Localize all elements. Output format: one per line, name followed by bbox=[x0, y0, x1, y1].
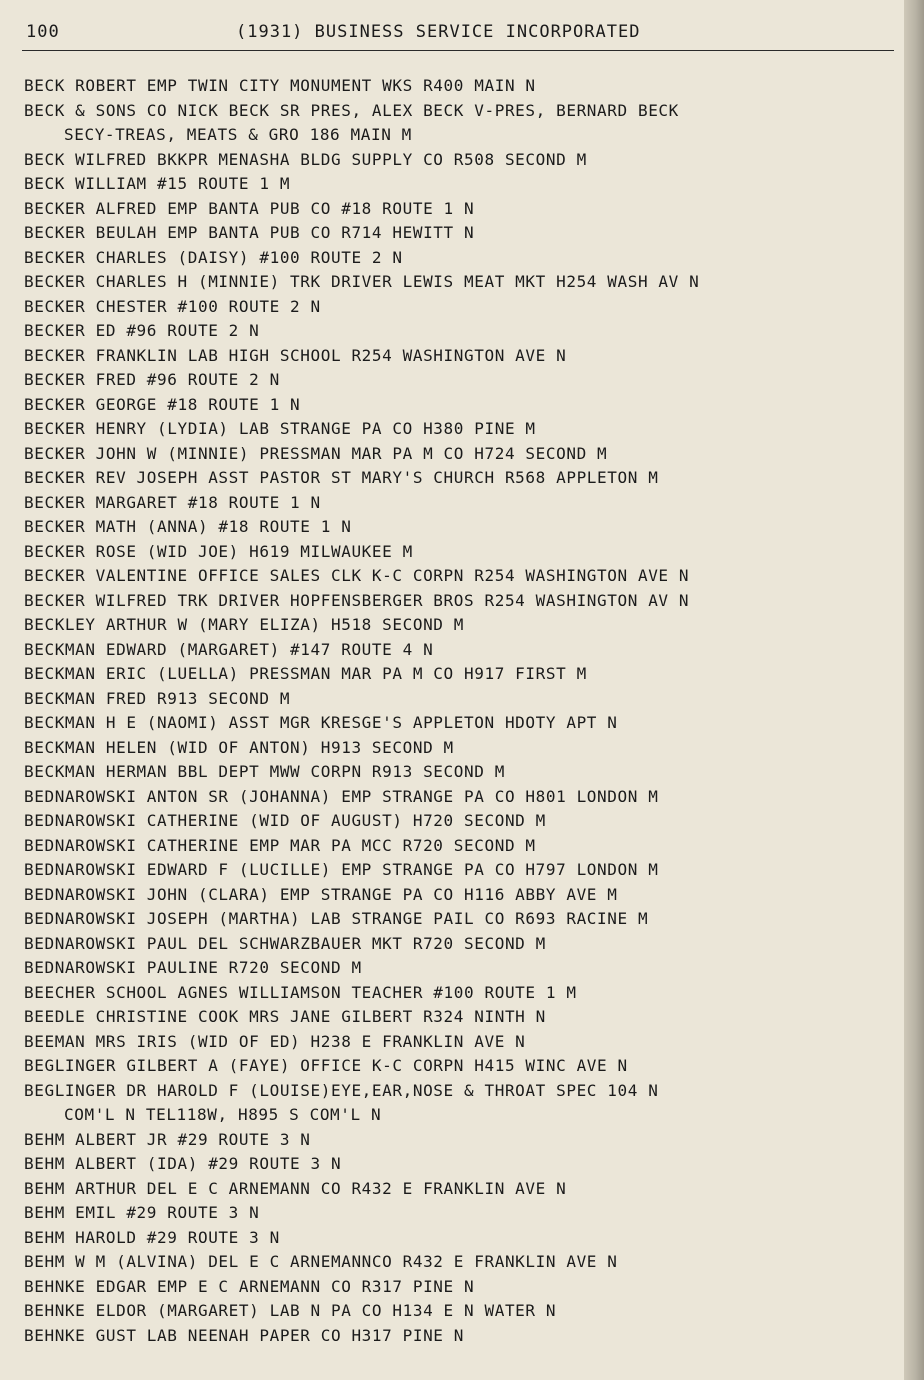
entry-text: BECK ROBERT EMP TWIN CITY MONUMENT WKS R400 MAIN N bbox=[24, 76, 536, 95]
directory-entry bbox=[24, 1201, 894, 1226]
directory-entry bbox=[24, 1324, 894, 1349]
entry-text: BEHNKE ELDOR (MARGARET) LAB N PA CO H134 E N WATER N bbox=[24, 1301, 557, 1320]
directory-entry bbox=[24, 956, 894, 981]
header-rule bbox=[22, 50, 894, 51]
entry-text: BEHM ALBERT (IDA) #29 ROUTE 3 N bbox=[24, 1154, 342, 1173]
directory-entry bbox=[24, 1250, 894, 1275]
directory-entry bbox=[24, 638, 894, 663]
entry-text: BEHM ALBERT JR #29 ROUTE 3 N bbox=[24, 1129, 311, 1149]
directory-entry bbox=[24, 907, 894, 932]
directory-entry bbox=[24, 393, 894, 418]
entry-text: BECKER CHARLES H (MINNIE) TRK DRIVER LEWIS MEAT MKT H254 WASH AV N bbox=[24, 272, 700, 291]
entry-text: BECKER GEORGE #18 ROUTE 1 N bbox=[24, 394, 301, 414]
directory-entry bbox=[24, 834, 894, 859]
directory-entry bbox=[24, 515, 894, 540]
directory-entry bbox=[24, 172, 894, 197]
page-header bbox=[26, 22, 886, 46]
directory-entry bbox=[24, 981, 894, 1006]
entry-text: BECKER ROSE (WID JOE) H619 MILWAUKEE M bbox=[24, 541, 413, 561]
directory-entry bbox=[24, 589, 894, 614]
entry-text: BECKER HENRY (LYDIA) LAB STRANGE PA CO H380 PINE M bbox=[24, 419, 536, 438]
entry-text: BECKER ALFRED EMP BANTA PUB CO #18 ROUTE 1 N bbox=[24, 198, 475, 218]
directory-entry bbox=[24, 540, 894, 565]
page-title: (1931) BUSINESS SERVICE INCORPORATED bbox=[236, 22, 641, 42]
entry-text: BEDNAROWSKI PAUL DEL SCHWARZBAUER MKT R720 SECOND M bbox=[24, 933, 546, 953]
entry-text: BECKER WILFRED TRK DRIVER HOPFENSBERGER BROS R254 WASHINGTON AV N bbox=[24, 590, 690, 610]
entry-text: BECKER CHARLES (DAISY) #100 ROUTE 2 N bbox=[24, 247, 403, 267]
directory-entry bbox=[24, 1054, 894, 1079]
directory-entry bbox=[24, 1299, 894, 1324]
entry-text: BECKER JOHN W (MINNIE) PRESSMAN MAR PA M CO H724 SECOND M bbox=[24, 443, 608, 463]
entry-continuation: COM'L N TEL118W, H895 S COM'L N bbox=[64, 1105, 382, 1124]
entry-text: BECKMAN EDWARD (MARGARET) #147 ROUTE 4 N bbox=[24, 639, 434, 659]
directory-entry bbox=[24, 197, 894, 222]
directory-entry bbox=[24, 1226, 894, 1251]
entry-text: BEHNKE GUST LAB NEENAH PAPER CO H317 PINE N bbox=[24, 1325, 465, 1345]
entry-text: BECKER MARGARET #18 ROUTE 1 N bbox=[24, 492, 321, 512]
directory-entry bbox=[24, 1079, 894, 1128]
directory-entry bbox=[24, 711, 894, 736]
directory-entry bbox=[24, 1030, 894, 1055]
directory-entry bbox=[24, 1275, 894, 1300]
entry-text: BEDNAROWSKI PAULINE R720 SECOND M bbox=[24, 958, 362, 977]
directory-entry bbox=[24, 99, 894, 148]
entry-text: BECKMAN HERMAN BBL DEPT MWW CORPN R913 SECOND M bbox=[24, 762, 505, 781]
directory-listing bbox=[24, 74, 894, 1348]
directory-entry bbox=[24, 417, 894, 442]
entry-text: BEEMAN MRS IRIS (WID OF ED) H238 E FRANKLIN AVE N bbox=[24, 1031, 526, 1051]
entry-continuation: SECY-TREAS, MEATS & GRO 186 MAIN M bbox=[64, 125, 412, 144]
directory-entry bbox=[24, 564, 894, 589]
directory-entry bbox=[24, 809, 894, 834]
entry-text: BECKER REV JOSEPH ASST PASTOR ST MARY'S CHURCH R568 APPLETON M bbox=[24, 468, 659, 487]
entry-text: BECKLEY ARTHUR W (MARY ELIZA) H518 SECOND M bbox=[24, 615, 465, 634]
directory-entry bbox=[24, 270, 894, 295]
entry-text: BEDNAROWSKI CATHERINE EMP MAR PA MCC R720 SECOND M bbox=[24, 835, 536, 855]
entry-text: BEDNAROWSKI JOSEPH (MARTHA) LAB STRANGE PAIL CO R693 RACINE M bbox=[24, 909, 649, 928]
entry-text: BEHM EMIL #29 ROUTE 3 N bbox=[24, 1203, 260, 1222]
entry-text: BEDNAROWSKI ANTON SR (JOHANNA) EMP STRANGE PA CO H801 LONDON M bbox=[24, 786, 659, 806]
entry-text: BECKER VALENTINE OFFICE SALES CLK K-C CORPN R254 WASHINGTON AVE N bbox=[24, 566, 690, 585]
entry-text: BEHM HAROLD #29 ROUTE 3 N bbox=[24, 1227, 280, 1247]
directory-entry bbox=[24, 344, 894, 369]
directory-entry bbox=[24, 295, 894, 320]
entry-text: BECKER CHESTER #100 ROUTE 2 N bbox=[24, 296, 321, 316]
directory-entry bbox=[24, 442, 894, 467]
directory-entry bbox=[24, 74, 894, 99]
entry-text: BEHNKE EDGAR EMP E C ARNEMANN CO R317 PINE N bbox=[24, 1276, 475, 1296]
directory-entry bbox=[24, 662, 894, 687]
directory-entry bbox=[24, 858, 894, 883]
entry-text: BEHM ARTHUR DEL E C ARNEMANN CO R432 E FRANKLIN AVE N bbox=[24, 1178, 567, 1198]
entry-text: BEGLINGER DR HAROLD F (LOUISE)EYE,EAR,NOSE & THROAT SPEC 104 N bbox=[24, 1080, 659, 1100]
entry-text: BECK WILLIAM #15 ROUTE 1 M bbox=[24, 174, 291, 193]
entry-text: BECKER FRANKLIN LAB HIGH SCHOOL R254 WASHINGTON AVE N bbox=[24, 345, 567, 365]
directory-entry bbox=[24, 1005, 894, 1030]
entry-text: BECKMAN ERIC (LUELLA) PRESSMAN MAR PA M CO H917 FIRST M bbox=[24, 664, 587, 683]
directory-entry bbox=[24, 932, 894, 957]
entry-text: BEGLINGER GILBERT A (FAYE) OFFICE K-C CORPN H415 WINC AVE N bbox=[24, 1056, 628, 1075]
entry-text: BEDNAROWSKI EDWARD F (LUCILLE) EMP STRANGE PA CO H797 LONDON M bbox=[24, 860, 659, 879]
directory-entry bbox=[24, 1128, 894, 1153]
entry-text: BECK & SONS CO NICK BECK SR PRES, ALEX BECK V-PRES, BERNARD BECK bbox=[24, 100, 679, 120]
directory-entry bbox=[24, 466, 894, 491]
directory-entry bbox=[24, 246, 894, 271]
page-edge bbox=[904, 0, 924, 1380]
directory-entry bbox=[24, 491, 894, 516]
directory-entry bbox=[24, 785, 894, 810]
entry-text: BECKER FRED #96 ROUTE 2 N bbox=[24, 370, 280, 389]
directory-entry bbox=[24, 883, 894, 908]
entry-text: BEDNAROWSKI JOHN (CLARA) EMP STRANGE PA CO H116 ABBY AVE M bbox=[24, 884, 618, 904]
directory-entry bbox=[24, 687, 894, 712]
entry-text: BECKER MATH (ANNA) #18 ROUTE 1 N bbox=[24, 517, 352, 536]
entry-text: BEHM W M (ALVINA) DEL E C ARNEMANNCO R432 E FRANKLIN AVE N bbox=[24, 1252, 618, 1271]
directory-entry bbox=[24, 1152, 894, 1177]
entry-text: BECKER BEULAH EMP BANTA PUB CO R714 HEWITT N bbox=[24, 223, 475, 242]
directory-entry bbox=[24, 760, 894, 785]
entry-text: BEECHER SCHOOL AGNES WILLIAMSON TEACHER #100 ROUTE 1 M bbox=[24, 982, 577, 1002]
entry-text: BECKER ED #96 ROUTE 2 N bbox=[24, 321, 260, 340]
entry-text: BEDNAROWSKI CATHERINE (WID OF AUGUST) H720 SECOND M bbox=[24, 811, 546, 830]
entry-text: BECKMAN FRED R913 SECOND M bbox=[24, 688, 291, 708]
directory-entry bbox=[24, 368, 894, 393]
directory-entry bbox=[24, 736, 894, 761]
directory-entry bbox=[24, 319, 894, 344]
directory-entry bbox=[24, 613, 894, 638]
entry-text: BECKMAN H E (NAOMI) ASST MGR KRESGE'S APPLETON HDOTY APT N bbox=[24, 713, 618, 732]
page-number: 100 bbox=[26, 22, 60, 42]
entry-text: BECK WILFRED BKKPR MENASHA BLDG SUPPLY CO R508 SECOND M bbox=[24, 149, 587, 169]
directory-entry bbox=[24, 148, 894, 173]
directory-entry bbox=[24, 1177, 894, 1202]
entry-text: BECKMAN HELEN (WID OF ANTON) H913 SECOND M bbox=[24, 737, 454, 757]
entry-text: BEEDLE CHRISTINE COOK MRS JANE GILBERT R324 NINTH N bbox=[24, 1007, 546, 1026]
directory-entry bbox=[24, 221, 894, 246]
